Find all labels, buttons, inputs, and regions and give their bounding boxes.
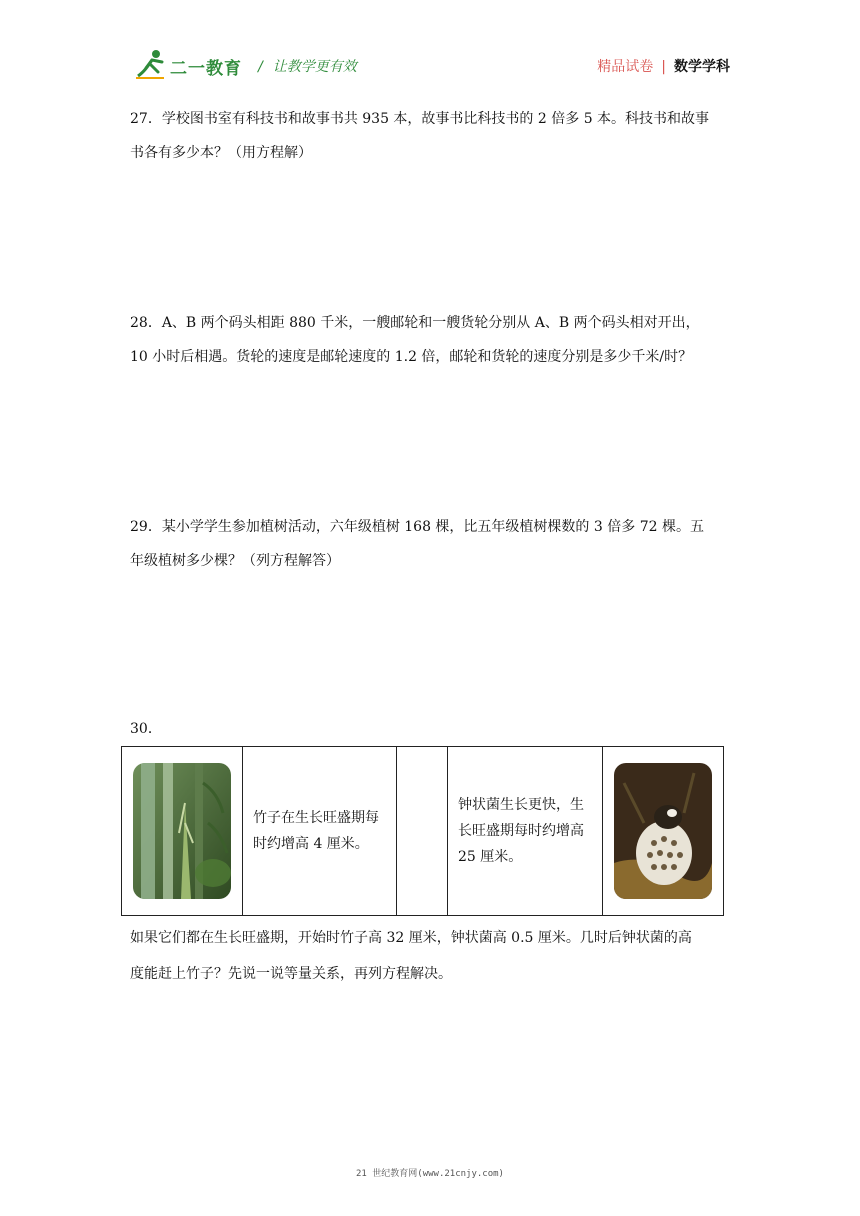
empty-cell xyxy=(397,747,448,916)
growth-comparison-table xyxy=(121,746,724,916)
bamboo-image-cell xyxy=(122,747,243,916)
header-divider: | xyxy=(661,59,666,75)
logo xyxy=(134,48,244,82)
question-27 xyxy=(130,102,730,170)
question-30-prompt xyxy=(130,920,730,992)
fungus-text-cell xyxy=(448,747,603,916)
logo-text: 二一教育 xyxy=(170,59,242,79)
page-footer: 21 世纪教育网(www.21cnjy.com) xyxy=(356,1169,504,1179)
question-30-number: 30． xyxy=(130,721,162,737)
question-30 xyxy=(130,712,730,746)
question-28 xyxy=(130,306,730,374)
question-27-line1: 27．学校图书室有科技书和故事书共 935 本，故事书比科技书的 2 倍多 5 本。科技书和故事 xyxy=(130,111,710,127)
fungus-text-line2: 长旺盛期每时约增高 xyxy=(458,823,584,839)
question-29-line2: 年级植树多少棵？（列方程解答） xyxy=(130,553,340,569)
fungus-image-cell xyxy=(603,747,724,916)
question-28-line2: 10 小时后相遇。货轮的速度是邮轮速度的 1.2 倍，邮轮和货轮的速度分别是多少千米/时？ xyxy=(130,349,693,365)
fungus-text-line1: 钟状菌生长更快，生 xyxy=(458,797,584,813)
bamboo-text-line1: 竹子在生长旺盛期每 xyxy=(253,810,379,826)
question-27-line2: 书各有多少本？（用方程解） xyxy=(130,145,312,161)
slogan-text: 让教学更有效 xyxy=(272,59,357,75)
runner-logo-icon xyxy=(134,48,170,80)
header-subject xyxy=(597,56,730,76)
question-28-line1: 28．A、B 两个码头相距 880 千米，一艘邮轮和一艘货轮分别从 A、B 两个码头相对开出， xyxy=(130,315,700,331)
bamboo-text-line2: 时约增高 4 厘米。 xyxy=(253,836,369,852)
question-29-line1: 29．某小学学生参加植树活动，六年级植树 168 棵，比五年级植树棵数的 3 倍多 72 棵。五 xyxy=(130,519,704,535)
question-30-prompt-line2: 度能赶上竹子？先说一说等量关系，再列方程解决。 xyxy=(130,966,452,982)
header-label-subject: 数学学科 xyxy=(674,59,730,75)
bamboo-text-cell xyxy=(243,747,397,916)
question-30-prompt-line1: 如果它们都在生长旺盛期，开始时竹子高 32 厘米，钟状菌高 0.5 厘米。几时后钟状菌的高 xyxy=(130,930,692,946)
question-29 xyxy=(130,510,730,578)
fungus-text-line3: 25 厘米。 xyxy=(458,849,523,865)
page-header xyxy=(134,48,730,82)
slogan-separator: / xyxy=(258,59,263,75)
header-label-quality: 精品试卷 xyxy=(597,59,654,75)
bamboo-image xyxy=(133,763,231,899)
fungus-image xyxy=(614,763,712,899)
slogan xyxy=(258,56,357,76)
